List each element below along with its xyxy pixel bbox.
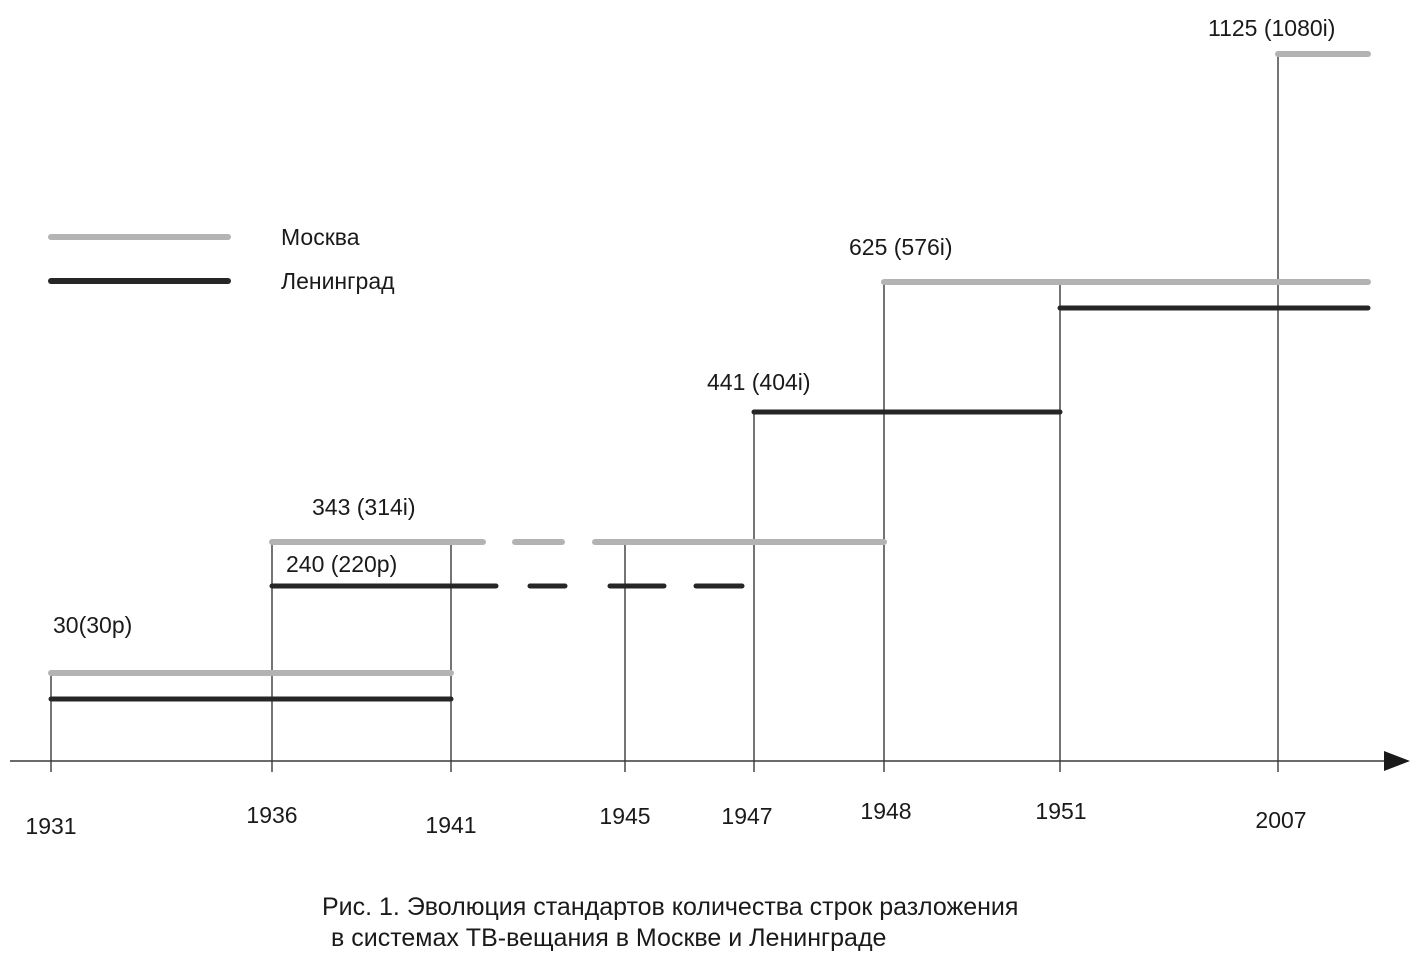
x-tick-label-1951: 1951 xyxy=(1035,798,1087,824)
x-tick-label-1948: 1948 xyxy=(860,798,912,824)
x-tick-label-1947: 1947 xyxy=(721,803,773,829)
level-label-leningrad-1936: 240 (220p) xyxy=(286,551,398,577)
series-moscow xyxy=(51,54,1368,673)
caption-line-1: Рис. 1. Эволюция стандартов количества строк разложения xyxy=(322,893,1019,921)
legend-label-moscow: Москва xyxy=(281,224,360,250)
legend-label-leningrad: Ленинград xyxy=(281,268,395,294)
figure-caption xyxy=(322,892,1018,954)
level-label-moscow-2007: 1125 (1080i) xyxy=(1208,15,1336,41)
x-tick-label-2007: 2007 xyxy=(1255,807,1307,833)
level-label-moscow-1936: 343 (314i) xyxy=(312,494,416,520)
x-axis xyxy=(10,751,1410,771)
x-tick-label-1931: 1931 xyxy=(25,813,77,839)
caption-line-2: в системах ТВ-вещания в Москве и Ленинграде xyxy=(331,924,887,952)
x-axis-arrow-icon xyxy=(1384,751,1410,771)
legend xyxy=(51,224,395,294)
x-tick-label-1941: 1941 xyxy=(425,812,477,838)
level-label-moscow-1948: 625 (576i) xyxy=(849,234,953,260)
year-markers xyxy=(51,54,1278,772)
x-tick-label-1945: 1945 xyxy=(599,803,651,829)
level-label-leningrad-1947: 441 (404i) xyxy=(707,369,811,395)
x-tick-label-1936: 1936 xyxy=(246,802,298,828)
x-tick-labels xyxy=(25,798,1306,839)
series-leningrad xyxy=(51,308,1368,699)
level-label-moscow-1931: 30(30p) xyxy=(53,612,133,638)
